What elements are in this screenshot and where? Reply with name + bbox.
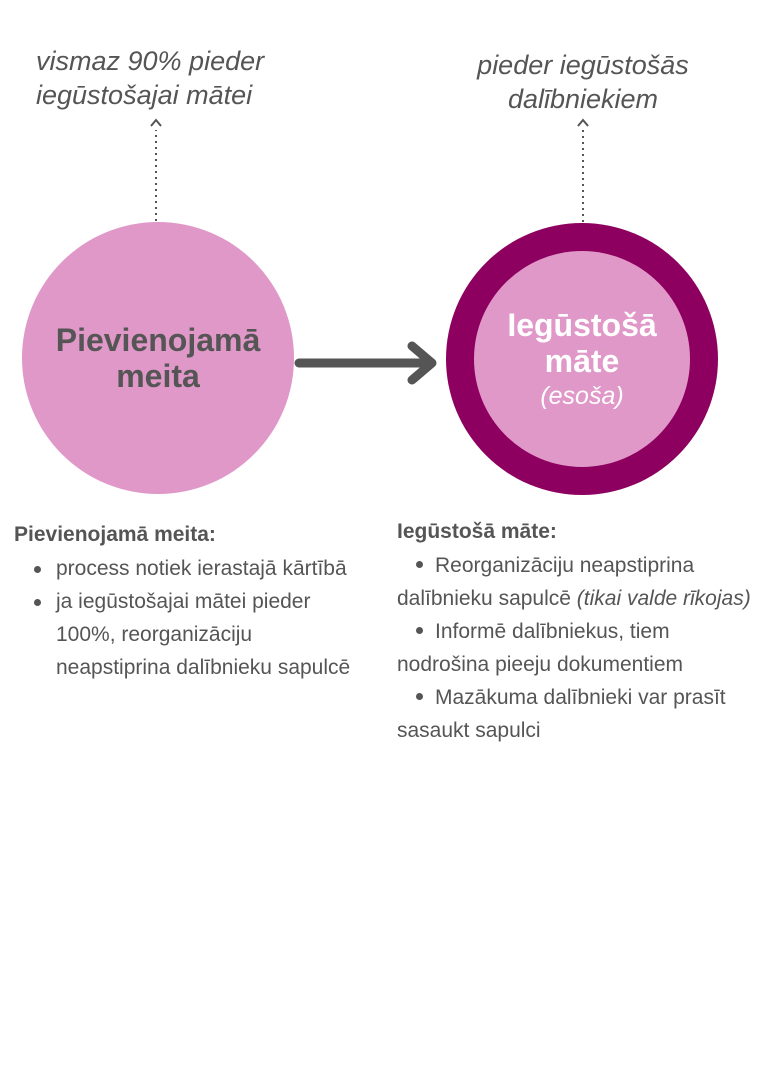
node-right-line2: māte <box>544 343 620 379</box>
caption-left-line2: iegūstošajai mātei <box>36 80 253 110</box>
list-item: ja iegūstošajai mātei pieder 100%, reorganizāciju neapstiprina dalībnieku sapulcē <box>14 585 364 684</box>
list-item <box>397 681 757 747</box>
list-item: process notiek ierastajā kārtībā <box>14 552 364 585</box>
left-panel-title: Pievienojamā meita: <box>14 523 216 546</box>
node-pievienojama-meita <box>22 222 294 494</box>
node-iegustosa-mate <box>474 251 690 467</box>
bullet-icon <box>416 693 423 700</box>
node-right-line1: Iegūstošā <box>507 307 657 343</box>
bullet-icon <box>416 627 423 634</box>
caption-left-line1: vismaz 90% pieder <box>36 46 265 76</box>
arrowhead-left-icon <box>151 120 161 126</box>
caption-right-line1: pieder iegūstošās <box>477 50 689 80</box>
bullet-icon <box>416 561 423 568</box>
arrowhead-right-icon <box>578 120 588 126</box>
list-item <box>397 549 757 615</box>
list-item-note: (tikai valde rīkojas) <box>576 587 751 610</box>
list-item-text: Informē dalībniekus, tiem nodrošina pieeju dokumentiem <box>397 620 684 676</box>
node-right-sub: (esoša) <box>540 382 624 410</box>
list-item-text: Mazākuma dalībnieki var prasīt sasaukt sapulci <box>397 686 726 742</box>
right-panel-title: Iegūstošā māte: <box>397 520 557 543</box>
node-left-line1: Pievienojamā <box>55 322 261 358</box>
node-left-line2: meita <box>116 358 200 394</box>
left-panel <box>14 520 364 684</box>
right-panel <box>397 517 757 747</box>
caption-right-line2: dalībniekiem <box>507 84 659 114</box>
list-item <box>397 615 757 681</box>
list-item-text: Reorganizāciju neapstiprina dalībnieku sapulcē <box>397 554 695 610</box>
left-panel-list <box>14 552 364 684</box>
